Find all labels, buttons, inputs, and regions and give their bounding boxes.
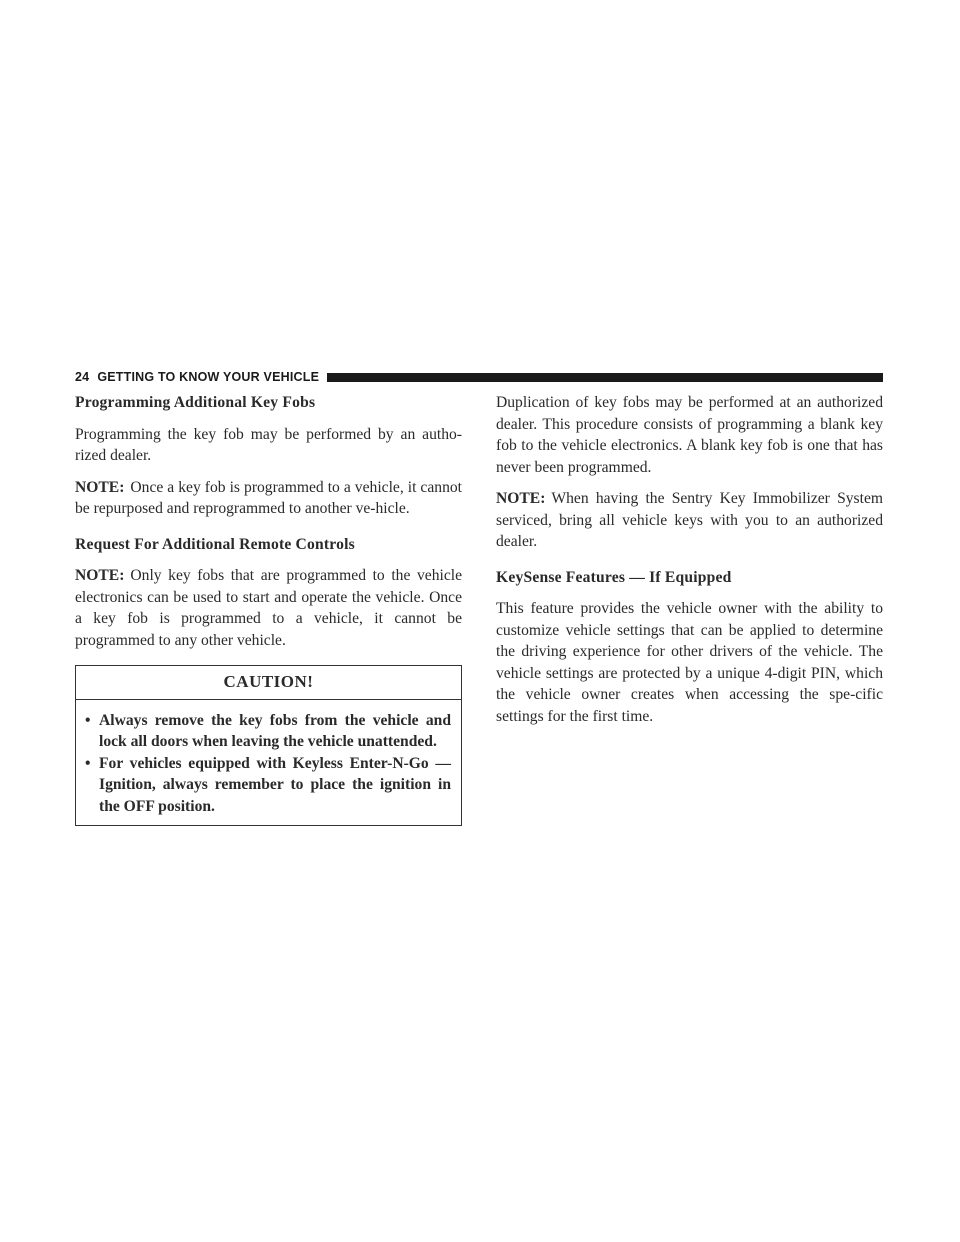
heading-programming-key-fobs: Programming Additional Key Fobs <box>75 394 316 411</box>
paragraph-duplication: Duplication of key fobs may be performed at an authorized dealer. This procedure consists of programming a blank key fob to the vehicle electronics. A blank key fob is one that has never been programmed. <box>496 394 883 476</box>
right-column <box>496 392 883 737</box>
paragraph-programming: Programming the key fob may be performed by an autho-rized dealer. <box>75 425 462 464</box>
note-label: NOTE: <box>75 478 125 496</box>
page-number: 24 <box>75 370 90 384</box>
heading-keysense: KeySense Features — If Equipped <box>496 568 732 586</box>
bullet-icon: • <box>85 711 91 729</box>
paragraph-keysense: This feature provides the vehicle owner with the ability to customize vehicle settings that can be applied to determine the driving experience for other drivers of the vehicle. The vehicle settings are protected by a unique 4-digit PIN, which the vehicle owner creates when accessing the spe-cific settings for the first time. <box>496 600 883 725</box>
caution-list <box>76 700 461 826</box>
note-sentry-key <box>496 488 883 553</box>
note-only-programmed <box>75 565 462 651</box>
note-text: Only key fobs that are programmed to the vehicle electronics can be used to start and operate the vehicle. Once a key fob is programmed to a vehicle, it cannot be programmed to any other vehicle. <box>75 567 462 649</box>
caution-item <box>76 753 451 818</box>
caution-box <box>75 665 462 826</box>
caution-item <box>76 710 451 753</box>
note-text: Once a key fob is programmed to a vehicle, it cannot be repurposed and reprogrammed to another ve-hicle. <box>75 478 462 517</box>
note-label: NOTE: <box>496 490 546 507</box>
section-title: GETTING TO KNOW YOUR VEHICLE <box>97 370 320 384</box>
heading-request-remote-controls: Request For Additional Remote Controls <box>75 535 355 553</box>
bullet-icon: • <box>85 754 91 772</box>
note-text: When having the Sentry Key Immobilizer System serviced, bring all vehicle keys with you to an authorized dealer. <box>496 490 883 550</box>
caution-title: CAUTION! <box>76 666 461 700</box>
left-column <box>75 392 462 826</box>
page-header <box>75 370 883 384</box>
caution-item-text: Always remove the key fobs from the vehicle and lock all doors when leaving the vehicle unattended. <box>99 711 451 750</box>
header-rule <box>327 373 883 382</box>
caution-item-text: For vehicles equipped with Keyless Enter-N-Go — Ignition, always remember to place the ignition in the OFF position. <box>99 754 451 815</box>
note-repurpose <box>75 477 462 520</box>
note-label: NOTE: <box>75 567 125 584</box>
